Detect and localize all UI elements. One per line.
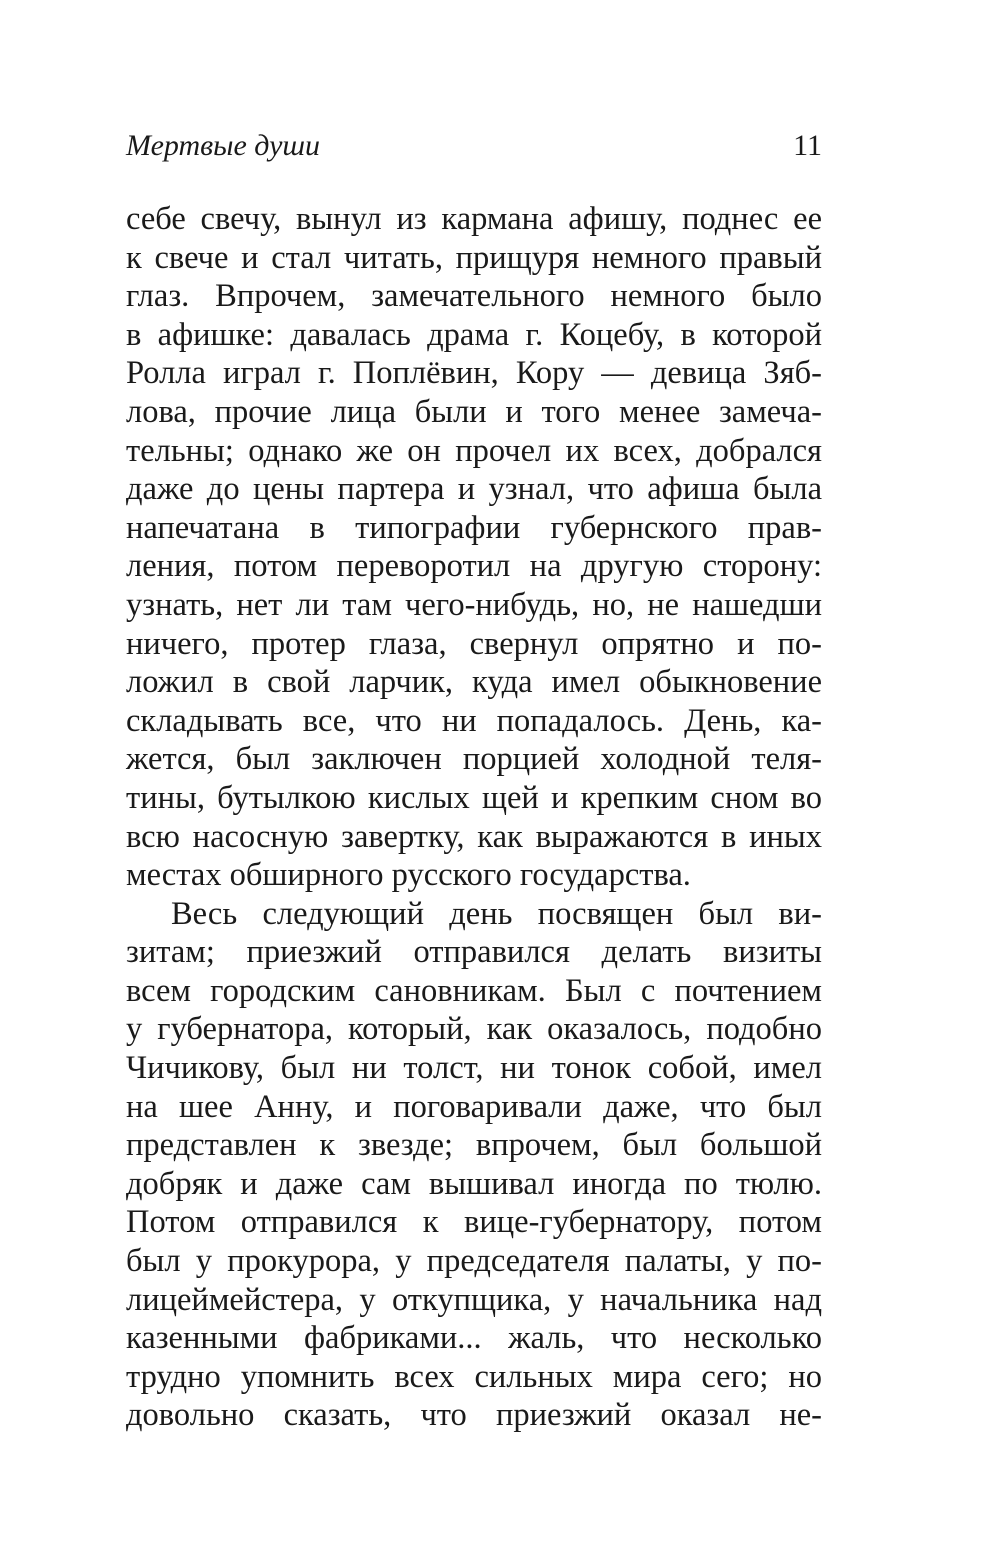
text-line: всем городским сановникам. Был с почтением xyxy=(126,972,822,1009)
text-line: довольно сказать, что приезжий оказал не- xyxy=(126,1397,822,1434)
text-line: Ролла играл г. Поплёвин, Кору — девица Зяб- xyxy=(126,355,822,392)
text-line: местах обширного русского государства. xyxy=(126,857,691,894)
text-line: всю насосную завертку, как выражаются в иных xyxy=(126,818,822,855)
text-line: узнать, нет ли там чего-нибудь, но, не нашедши xyxy=(126,586,822,623)
text-line: ления, потом переворотил на другую сторону: xyxy=(126,548,822,585)
text-line: лова, прочие лица были и того менее замеча- xyxy=(126,393,822,430)
paragraph-1 xyxy=(126,200,822,895)
text-line: складывать все, что ни попадалось. День, ка- xyxy=(126,702,822,739)
running-head xyxy=(126,126,822,166)
text-line: себе свечу, вынул из кармана афишу, поднес ее xyxy=(126,201,822,237)
text-line: Весь следующий день посвящен был ви- xyxy=(171,895,822,932)
text-line: ложил в свой ларчик, куда имел обыкновение xyxy=(126,664,822,701)
text-line: был у прокурора, у председателя палаты, у по- xyxy=(126,1243,822,1280)
text-line: добряк и даже сам вышивал иногда по тюлю. xyxy=(126,1165,822,1202)
text-line: на шее Анну, и поговаривали даже, что был xyxy=(126,1088,822,1125)
text-line: к свече и стал читать, прищуря немного правый xyxy=(126,239,822,276)
text-line: представлен к звезде; впрочем, был большой xyxy=(126,1127,822,1164)
text-line: даже до цены партера и узнал, что афиша была xyxy=(126,471,822,508)
text-line: трудно упомнить всех сильных мира сего; но xyxy=(126,1358,822,1395)
text-line: глаз. Впрочем, замечательного немного было xyxy=(126,278,822,315)
text-line: тины, бутылкою кислых щей и крепким сном во xyxy=(126,779,822,816)
body-text xyxy=(126,200,822,1435)
paragraph-2 xyxy=(126,895,822,1435)
text-line: лицеймейстера, у откупщика, у начальника над xyxy=(126,1281,822,1318)
text-line: жется, был заключен порцией холодной теля- xyxy=(126,741,822,778)
text-line: тельны; однако же он прочел их всех, добрался xyxy=(126,432,822,469)
text-line: зитам; приезжий отправился делать визиты xyxy=(126,934,822,971)
text-line: напечатана в типографии губернского прав- xyxy=(126,509,822,546)
text-line: в афишке: давалась драма г. Коцебу, в которой xyxy=(126,316,822,353)
text-line: у губернатора, который, как оказалось, подобно xyxy=(126,1011,822,1048)
page-number: 11 xyxy=(793,129,822,162)
text-line: ничего, протер глаза, свернул опрятно и по- xyxy=(126,625,822,662)
text-line: Чичикову, был ни толст, ни тонок собой, имел xyxy=(126,1050,822,1087)
running-title: Мертвые души xyxy=(126,129,321,162)
text-line: казенными фабриками... жаль, что несколько xyxy=(126,1320,822,1357)
text-line: Потом отправился к вице-губернатору, потом xyxy=(126,1204,822,1241)
